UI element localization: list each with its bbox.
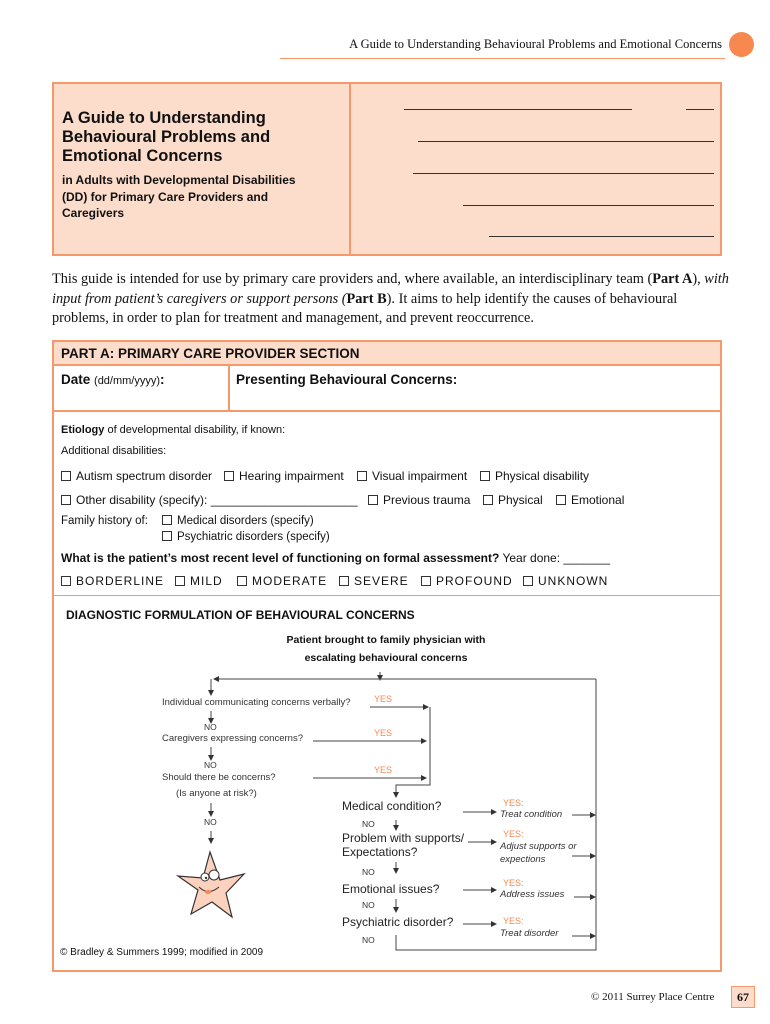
- question-verbal: Individual communicating concerns verbally?: [162, 697, 351, 708]
- date-format: (dd/mm/yyyy): [94, 375, 161, 387]
- action-treat-condition: Treat condition: [500, 809, 563, 820]
- intro-text: This guide is intended for use by primary care providers and, where available, an interdisciplinary team (: [52, 271, 653, 287]
- action-expections: expections: [500, 854, 546, 865]
- option-label: Previous trauma: [383, 493, 471, 507]
- yes-label: YES:: [503, 829, 524, 839]
- no-label: NO: [362, 935, 375, 945]
- option-label: SEVERE: [354, 574, 409, 588]
- part-a-heading: PART A: PRIMARY CARE PROVIDER SECTION: [61, 346, 360, 361]
- intro-italic: with input from patient’s caregivers or support persons (: [52, 271, 729, 307]
- problem-supports: Problem with supports/: [342, 831, 465, 845]
- yes-label: YES: [374, 728, 393, 738]
- additional-label: Additional disabilities:: [61, 445, 167, 457]
- action-address-issues: Address issues: [500, 889, 565, 900]
- medical-condition: Medical condition?: [342, 799, 442, 813]
- yes-label: YES:: [503, 798, 524, 808]
- option-label: MILD: [190, 574, 223, 588]
- question-risk: (Is anyone at risk?): [176, 788, 257, 799]
- star-mascot-icon: [178, 852, 244, 917]
- guide-subtitle: in Adults with Developmental Disabilities (DD) for Primary Care Providers and Caregivers: [62, 173, 296, 220]
- footer-copyright: © 2011 Surrey Place Centre: [591, 991, 715, 1003]
- yes-label: YES: [374, 694, 393, 704]
- intro-text: ). It aims to help identify the causes of behavioural problems, in order to plan for treatment and management, and prevent reoccurrence.: [52, 290, 678, 326]
- option-label: Physical disability: [495, 469, 590, 483]
- no-label: NO: [362, 867, 375, 877]
- option-label: Psychiatric disorders (specify): [177, 531, 330, 543]
- question-text: What is the patient’s most recent level of functioning on formal assessment?: [61, 551, 500, 565]
- option-label: BORDERLINE: [76, 574, 165, 588]
- yes-label: YES: [374, 765, 393, 775]
- option-label: Hearing impairment: [239, 469, 344, 483]
- date-label: Date: [61, 372, 91, 387]
- option-label: Emotional: [571, 493, 625, 507]
- intro-text: ),: [692, 271, 705, 287]
- option-label: UNKNOWN: [538, 574, 609, 588]
- guide-title: A Guide to Understanding Behavioural Problems and Emotional Concerns: [62, 109, 271, 165]
- option-label: Visual impairment: [372, 469, 468, 483]
- action-adjust-supports: Adjust supports or: [500, 841, 577, 852]
- page-number: 67: [731, 986, 755, 1008]
- date-colon: :: [160, 372, 165, 387]
- option-label: MODERATE: [252, 574, 328, 588]
- part-b-ref: Part B: [346, 290, 387, 307]
- yes-label: YES:: [503, 878, 524, 888]
- family-history-label: Family history of:: [61, 515, 148, 527]
- etiology-text: of developmental disability, if known:: [104, 424, 286, 436]
- yes-label: YES:: [503, 916, 524, 926]
- option-label: Autism spectrum disorder: [76, 469, 213, 483]
- year-done-field[interactable]: Year done: _______: [502, 551, 611, 565]
- option-label: Medical disorders (specify): [177, 515, 314, 527]
- no-label: NO: [362, 819, 375, 829]
- option-label: Physical: [498, 493, 543, 507]
- emotional-issues: Emotional issues?: [342, 882, 440, 896]
- diagnostic-heading: DIAGNOSTIC FORMULATION OF BEHAVIOURAL CONCERNS: [66, 608, 415, 622]
- psychiatric-disorder: Psychiatric disorder?: [342, 915, 454, 929]
- question-should-concern: Should there be concerns?: [162, 772, 276, 783]
- action-treat-disorder: Treat disorder: [500, 928, 559, 939]
- part-a-ref: Part A: [652, 271, 693, 287]
- question-caregivers: Caregivers expressing concerns?: [162, 733, 303, 744]
- flow-start-2: escalating behavioural concerns: [304, 652, 468, 664]
- no-label: NO: [204, 722, 217, 732]
- no-label: NO: [362, 900, 375, 910]
- no-label: NO: [204, 760, 217, 770]
- option-label: PROFOUND: [436, 574, 513, 588]
- presenting-concerns-field[interactable]: Presenting Behavioural Concerns:: [236, 372, 458, 387]
- running-header: A Guide to Understanding Behavioural Problems and Emotional Concerns: [349, 37, 722, 51]
- no-label: NO: [204, 817, 217, 827]
- option-label: Other disability (specify): ______________________: [76, 493, 358, 507]
- expectations: Expectations?: [342, 845, 418, 859]
- etiology-label: Etiology: [61, 424, 105, 436]
- loop-line: [396, 679, 596, 950]
- flow-start-1: Patient brought to family physician with: [286, 634, 486, 646]
- flowchart-credit: © Bradley & Summers 1999; modified in 2009: [60, 947, 264, 958]
